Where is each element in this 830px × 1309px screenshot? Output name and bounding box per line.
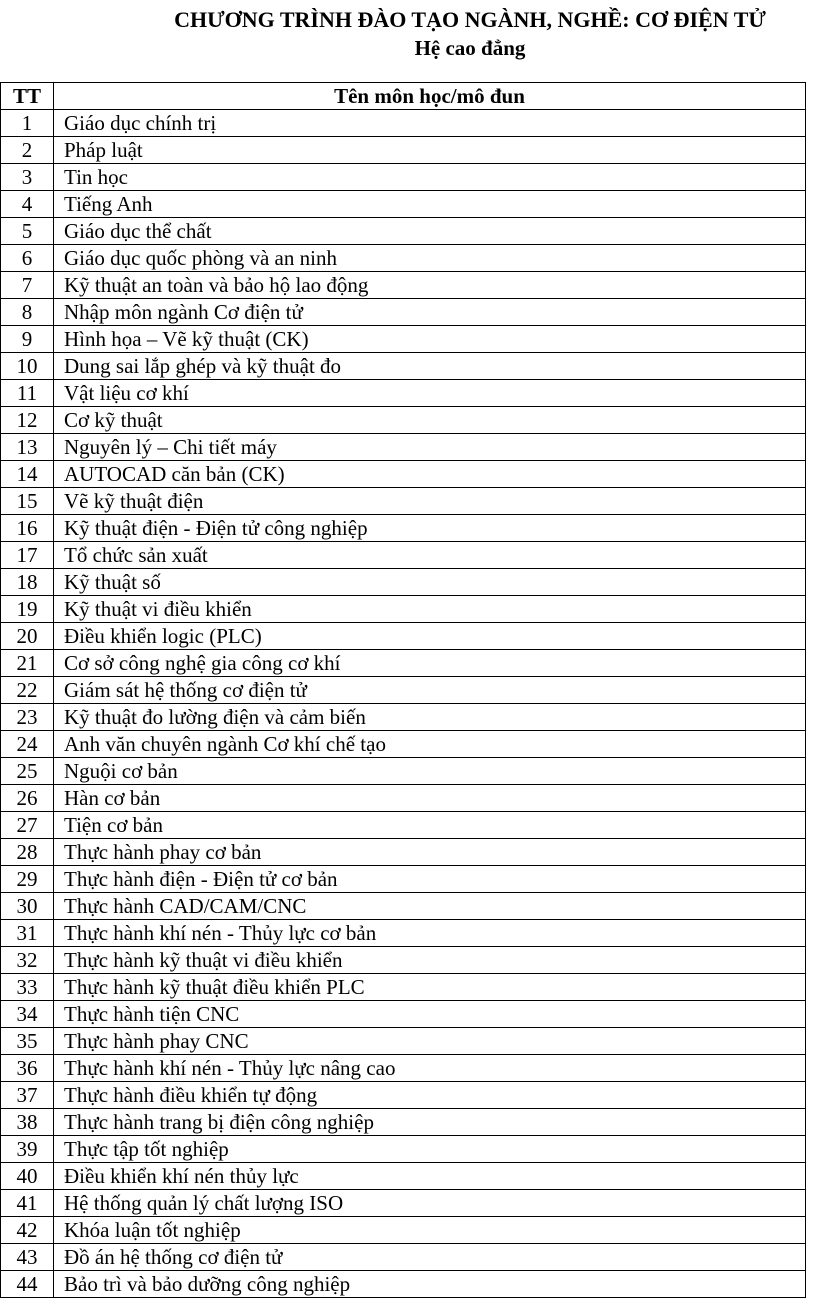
table-row xyxy=(1,1055,806,1082)
subject-name: Thực hành trang bị điện công nghiệp xyxy=(54,1109,806,1136)
subject-name: Nguội cơ bản xyxy=(54,758,806,785)
row-number: 16 xyxy=(1,515,54,542)
table-row xyxy=(1,191,806,218)
subject-name: Khóa luận tốt nghiệp xyxy=(54,1217,806,1244)
table-row xyxy=(1,164,806,191)
subject-name: Thực hành CAD/CAM/CNC xyxy=(54,893,806,920)
row-number: 30 xyxy=(1,893,54,920)
subject-name: AUTOCAD căn bản (CK) xyxy=(54,461,806,488)
row-number: 41 xyxy=(1,1190,54,1217)
table-row xyxy=(1,245,806,272)
subject-name: Cơ kỹ thuật xyxy=(54,407,806,434)
subject-name: Hình họa – Vẽ kỹ thuật (CK) xyxy=(54,326,806,353)
subject-name: Bảo trì và bảo dưỡng công nghiệp xyxy=(54,1271,806,1298)
table-row xyxy=(1,623,806,650)
table-row xyxy=(1,326,806,353)
column-header-subject: Tên môn học/mô đun xyxy=(54,83,806,110)
subject-name: Thực hành phay cơ bản xyxy=(54,839,806,866)
table-row xyxy=(1,920,806,947)
table-row xyxy=(1,785,806,812)
row-number: 37 xyxy=(1,1082,54,1109)
table-row xyxy=(1,947,806,974)
table-row xyxy=(1,1136,806,1163)
row-number: 40 xyxy=(1,1163,54,1190)
subject-name: Kỹ thuật an toàn và bảo hộ lao động xyxy=(54,272,806,299)
table-row xyxy=(1,380,806,407)
row-number: 27 xyxy=(1,812,54,839)
table-row xyxy=(1,893,806,920)
row-number: 23 xyxy=(1,704,54,731)
subject-name: Đồ án hệ thống cơ điện tử xyxy=(54,1244,806,1271)
row-number: 9 xyxy=(1,326,54,353)
subject-name: Thực hành khí nén - Thủy lực cơ bản xyxy=(54,920,806,947)
table-row xyxy=(1,488,806,515)
row-number: 20 xyxy=(1,623,54,650)
row-number: 5 xyxy=(1,218,54,245)
row-number: 28 xyxy=(1,839,54,866)
row-number: 36 xyxy=(1,1055,54,1082)
table-row xyxy=(1,758,806,785)
document-title: CHƯƠNG TRÌNH ĐÀO TẠO NGÀNH, NGHỀ: CƠ ĐIỆN TỬ xyxy=(174,7,766,32)
subject-name: Hàn cơ bản xyxy=(54,785,806,812)
subject-name: Thực hành tiện CNC xyxy=(54,1001,806,1028)
row-number: 18 xyxy=(1,569,54,596)
subject-name: Anh văn chuyên ngành Cơ khí chế tạo xyxy=(54,731,806,758)
subject-name: Thực hành khí nén - Thủy lực nâng cao xyxy=(54,1055,806,1082)
row-number: 2 xyxy=(1,137,54,164)
subject-name: Vật liệu cơ khí xyxy=(54,380,806,407)
row-number: 4 xyxy=(1,191,54,218)
table-row xyxy=(1,1028,806,1055)
subject-name: Tin học xyxy=(54,164,806,191)
subject-name: Thực hành kỹ thuật vi điều khiển xyxy=(54,947,806,974)
table-body xyxy=(1,110,806,1298)
table-row xyxy=(1,515,806,542)
table-row xyxy=(1,677,806,704)
row-number: 25 xyxy=(1,758,54,785)
row-number: 3 xyxy=(1,164,54,191)
row-number: 35 xyxy=(1,1028,54,1055)
row-number: 8 xyxy=(1,299,54,326)
table-row xyxy=(1,542,806,569)
subject-name: Tiếng Anh xyxy=(54,191,806,218)
row-number: 33 xyxy=(1,974,54,1001)
table-row xyxy=(1,596,806,623)
subject-name: Điều khiển logic (PLC) xyxy=(54,623,806,650)
subject-name: Thực hành kỹ thuật điều khiển PLC xyxy=(54,974,806,1001)
curriculum-table xyxy=(0,82,806,1298)
subject-name: Pháp luật xyxy=(54,137,806,164)
row-number: 1 xyxy=(1,110,54,137)
table-row xyxy=(1,1082,806,1109)
row-number: 11 xyxy=(1,380,54,407)
row-number: 43 xyxy=(1,1244,54,1271)
row-number: 22 xyxy=(1,677,54,704)
table-row xyxy=(1,1163,806,1190)
subject-name: Kỹ thuật vi điều khiển xyxy=(54,596,806,623)
subject-name: Thực hành điện - Điện tử cơ bản xyxy=(54,866,806,893)
row-number: 39 xyxy=(1,1136,54,1163)
table-row xyxy=(1,866,806,893)
column-header-tt: TT xyxy=(1,83,54,110)
row-number: 19 xyxy=(1,596,54,623)
row-number: 42 xyxy=(1,1217,54,1244)
table-row xyxy=(1,731,806,758)
row-number: 10 xyxy=(1,353,54,380)
subject-name: Vẽ kỹ thuật điện xyxy=(54,488,806,515)
row-number: 29 xyxy=(1,866,54,893)
row-number: 24 xyxy=(1,731,54,758)
table-row xyxy=(1,650,806,677)
table-row xyxy=(1,1244,806,1271)
subject-name: Giáo dục quốc phòng và an ninh xyxy=(54,245,806,272)
row-number: 12 xyxy=(1,407,54,434)
table-row xyxy=(1,353,806,380)
subject-name: Nguyên lý – Chi tiết máy xyxy=(54,434,806,461)
subject-name: Hệ thống quản lý chất lượng ISO xyxy=(54,1190,806,1217)
subject-name: Kỹ thuật điện - Điện tử công nghiệp xyxy=(54,515,806,542)
row-number: 44 xyxy=(1,1271,54,1298)
row-number: 38 xyxy=(1,1109,54,1136)
subject-name: Kỹ thuật đo lường điện và cảm biến xyxy=(54,704,806,731)
table-row xyxy=(1,407,806,434)
table-row xyxy=(1,299,806,326)
row-number: 6 xyxy=(1,245,54,272)
row-number: 13 xyxy=(1,434,54,461)
table-header-row xyxy=(1,83,806,110)
table-row xyxy=(1,1001,806,1028)
subject-name: Dung sai lắp ghép và kỹ thuật đo xyxy=(54,353,806,380)
row-number: 7 xyxy=(1,272,54,299)
table-row xyxy=(1,434,806,461)
subject-name: Điều khiển khí nén thủy lực xyxy=(54,1163,806,1190)
subject-name: Kỹ thuật số xyxy=(54,569,806,596)
subject-name: Thực tập tốt nghiệp xyxy=(54,1136,806,1163)
row-number: 17 xyxy=(1,542,54,569)
table-row xyxy=(1,1217,806,1244)
subject-name: Thực hành điều khiển tự động xyxy=(54,1082,806,1109)
table-row xyxy=(1,272,806,299)
subject-name: Giáo dục thể chất xyxy=(54,218,806,245)
row-number: 34 xyxy=(1,1001,54,1028)
table-row xyxy=(1,1190,806,1217)
table-row xyxy=(1,812,806,839)
subject-name: Giám sát hệ thống cơ điện tử xyxy=(54,677,806,704)
table-row xyxy=(1,1109,806,1136)
document-subtitle: Hệ cao đẳng xyxy=(414,36,526,60)
row-number: 21 xyxy=(1,650,54,677)
table-row xyxy=(1,704,806,731)
subject-name: Nhập môn ngành Cơ điện tử xyxy=(54,299,806,326)
table-row xyxy=(1,569,806,596)
table-row xyxy=(1,974,806,1001)
table-row xyxy=(1,110,806,137)
row-number: 14 xyxy=(1,461,54,488)
table-row xyxy=(1,839,806,866)
table-row xyxy=(1,218,806,245)
row-number: 32 xyxy=(1,947,54,974)
subject-name: Thực hành phay CNC xyxy=(54,1028,806,1055)
row-number: 31 xyxy=(1,920,54,947)
subject-name: Tiện cơ bản xyxy=(54,812,806,839)
row-number: 15 xyxy=(1,488,54,515)
subject-name: Tổ chức sản xuất xyxy=(54,542,806,569)
table-row xyxy=(1,1271,806,1298)
table-row xyxy=(1,137,806,164)
table-row xyxy=(1,461,806,488)
row-number: 26 xyxy=(1,785,54,812)
subject-name: Giáo dục chính trị xyxy=(54,110,806,137)
subject-name: Cơ sở công nghệ gia công cơ khí xyxy=(54,650,806,677)
